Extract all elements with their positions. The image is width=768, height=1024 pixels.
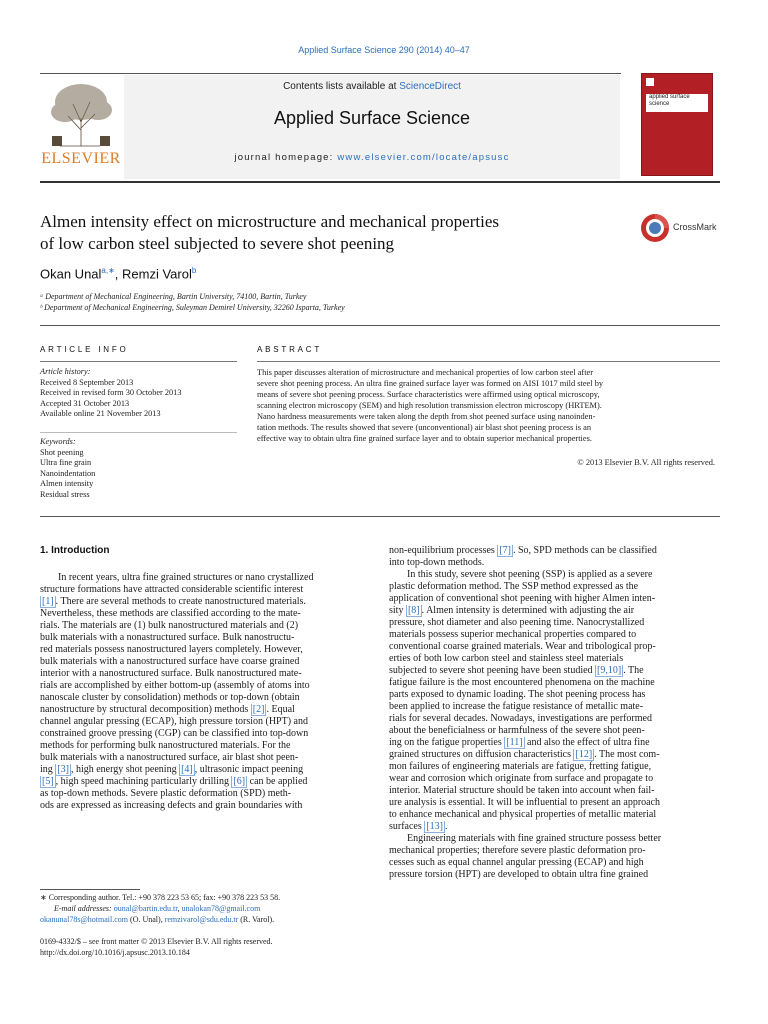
homepage-link[interactable]: www.elsevier.com/locate/apsusc	[337, 152, 510, 163]
abstract-line: scanning electron microscopy (SEM) and high resolution transmission electron microscopy (HRTEM).	[257, 401, 602, 410]
body-line	[40, 800, 365, 812]
body-line	[40, 776, 365, 788]
body-line	[389, 581, 715, 593]
affiliation-a: ᵃ Department of Mechanical Engineering, Bartin University, 74100, Bartin, Turkey	[40, 292, 307, 301]
abstract-line: effective way to obtain ultra fine grained surface layer and to obtain superior mechanical properties.	[257, 434, 592, 443]
body-line	[389, 617, 715, 629]
header-bottom-rule	[40, 181, 720, 183]
body-line	[389, 869, 715, 881]
body-text: ure analysis is essential. It will be influential to present an approach	[389, 797, 661, 808]
abstract-line: severe shot peening process. An ultra fine grained surface layer was formed on AISI 1017 mild steel by	[257, 379, 604, 388]
email-link[interactable]: remzivarol@sdu.edu.tr	[164, 915, 239, 924]
body-line	[389, 593, 715, 605]
abstract-bottom-rule	[40, 516, 720, 517]
body-text: bulk materials with a nanostructured surface, air blast shot peen-	[40, 752, 299, 763]
body-line	[40, 788, 365, 800]
keywords-rule	[40, 432, 237, 433]
email-owner: (R. Varol).	[238, 915, 275, 924]
body-text: and also the effect of ultra fine	[524, 737, 650, 748]
header-top-rule	[40, 73, 621, 74]
body-text: been applied to increase the fatigue resistance of metallic mate-	[389, 701, 644, 712]
keyword: Nanoindentation	[40, 468, 96, 478]
body-line	[40, 680, 365, 692]
body-text: .	[444, 821, 448, 832]
paper-title	[40, 211, 620, 255]
body-line	[40, 644, 365, 656]
body-text: conventional coarse grained materials. Wear and tribological prop-	[389, 641, 656, 652]
abstract-line: This paper discusses alteration of microstructure and mechanical properties of low carbon steel after	[257, 368, 594, 377]
keyword: Ultra fine grain	[40, 458, 92, 467]
body-text: subjected to severe shot peening have been studied	[389, 665, 596, 676]
body-text: channel angular pressing (ECAP), high pressure torsion (HPT) and	[40, 716, 308, 727]
abstract-rule	[257, 361, 720, 362]
email-link[interactable]: ounal@bartin.edu.tr	[113, 904, 178, 913]
body-line	[389, 845, 715, 857]
body-line	[389, 713, 715, 725]
body-text: non-equilibrium processes	[389, 545, 498, 556]
reference-link[interactable]: [9,10]	[597, 665, 622, 676]
author-name[interactable]: Okan Unal	[40, 266, 102, 282]
body-text: pressure, shot diameter and also peening time. Nanocrystallized	[389, 617, 645, 628]
article-info-rule	[40, 361, 237, 362]
article-info-heading: ARTICLE INFO	[40, 345, 129, 354]
body-text: parts exposed to dynamic loading. The shot peening process has	[389, 689, 646, 700]
body-text: Nevertheless, these methods are classified according to the mate-	[40, 608, 301, 619]
body-text: bulk materials with a nanostructured surface have coarse grained	[40, 656, 300, 667]
keyword: Residual stress	[40, 489, 90, 499]
body-line	[389, 857, 715, 869]
contents-prefix: Contents lists available at	[283, 81, 400, 92]
body-text: can be applied	[247, 776, 308, 787]
body-line	[389, 821, 715, 833]
crossmark-label: CrossMark	[673, 222, 717, 232]
affiliation-rule	[40, 325, 720, 326]
cover-logo-icon	[646, 78, 654, 86]
reference-link[interactable]: [12]	[575, 749, 593, 760]
paper-title-line-1: Almen intensity effect on microstructure and mechanical properties	[40, 212, 499, 231]
reference-link[interactable]: [6]	[233, 776, 246, 787]
body-line	[40, 740, 365, 752]
contents-availability	[124, 81, 620, 92]
author-separator: ,	[114, 266, 123, 282]
body-text: rials for several decades. Nowadays, investigations are performed	[389, 713, 652, 724]
author-marks[interactable]: a,∗	[101, 266, 115, 275]
author-list	[40, 266, 196, 281]
body-line	[40, 716, 365, 728]
body-text: ods are expressed as increasing defects and grain boundaries with	[40, 800, 303, 811]
journal-citation[interactable]: Applied Surface Science 290 (2014) 40–47	[298, 45, 470, 55]
body-line	[389, 749, 715, 761]
keywords-label: Keywords:	[40, 437, 76, 446]
section-heading-introduction: 1. Introduction	[40, 545, 110, 556]
reference-link[interactable]: [5]	[42, 776, 54, 787]
body-line	[389, 737, 715, 749]
body-line	[40, 692, 365, 704]
body-line	[389, 689, 715, 701]
body-text: nanostructure by structural decomposition) methods	[40, 704, 251, 715]
body-text: mechanical properties; therefore severe plastic deformation pro-	[389, 845, 646, 856]
body-text: cesses such as equal channel angular pressing (ECAP) and high	[389, 857, 644, 868]
email-link[interactable]: okanunal78s@hotmail.com	[40, 915, 129, 924]
body-text: constrained groove pressing (CGP) can be classified into top-down	[40, 728, 309, 739]
right-text-column	[389, 545, 715, 881]
body-line	[389, 785, 715, 797]
body-text: methods for performing bulk nanostructured materials. For the	[40, 740, 291, 751]
body-line	[389, 569, 715, 581]
body-line	[389, 797, 715, 809]
body-text: rials are accomplished by either bottom-up (assembly of atoms into	[40, 680, 310, 691]
body-text: sity	[389, 605, 406, 616]
body-line	[389, 677, 715, 689]
elsevier-wordmark: ELSEVIER	[41, 150, 121, 167]
body-line	[389, 665, 715, 677]
body-line	[389, 761, 715, 773]
body-text: structure formations have attracted considerable scientific interest	[40, 584, 304, 595]
body-line	[389, 629, 715, 641]
body-text: , high energy shot peening	[70, 764, 180, 775]
body-line	[389, 605, 715, 617]
abstract-line: means of severe shot peening process. Surface characteristics were affirmed using optical microscopy,	[257, 390, 600, 399]
abstract-copyright: © 2013 Elsevier B.V. All rights reserved.	[577, 458, 715, 467]
affiliation-b: ᵇ Department of Mechanical Engineering, Suleyman Demirel University, 32260 Isparta, Turkey	[40, 303, 345, 312]
body-text: grained structures on diffusion characteristics	[389, 749, 574, 760]
abstract-body	[257, 367, 715, 444]
doi-link[interactable]: http://dx.doi.org/10.1016/j.apsusc.2013.10.184	[40, 948, 190, 957]
reference-link[interactable]: [3]	[57, 764, 69, 775]
author-name[interactable]: Remzi Varol	[122, 266, 192, 282]
body-line	[40, 596, 365, 608]
body-text: . There are several methods to create nanostructured materials.	[55, 596, 306, 607]
body-line	[389, 653, 715, 665]
crossmark-badge[interactable]	[640, 213, 730, 245]
body-text: application of conventional shot peening with higher Almen inten-	[389, 593, 656, 604]
keywords-block	[40, 437, 237, 500]
abstract-line: Nano hardness measurements were taken along the depth from shot peened surface using nanoinden-	[257, 412, 596, 421]
body-text: wear and corrosion which originate from surface and propagate to	[389, 773, 654, 784]
reference-link[interactable]: [8]	[407, 605, 420, 616]
abstract-heading: ABSTRACT	[257, 345, 323, 354]
body-text: Engineering materials with fine grained structure possess better	[407, 833, 662, 844]
journal-cover-thumbnail[interactable]	[641, 73, 713, 176]
body-line	[40, 632, 365, 644]
body-line	[389, 725, 715, 737]
crossmark-icon	[640, 213, 670, 243]
sciencedirect-link[interactable]: ScienceDirect	[399, 81, 461, 92]
body-line	[40, 668, 365, 680]
body-text: interior with a nanostructured surface. Bulk nanostructured mate-	[40, 668, 302, 679]
body-text: , high speed machining particularly drilling	[55, 776, 232, 787]
issn-line: 0169-4332/$ – see front matter © 2013 Elsevier B.V. All rights reserved.	[40, 937, 273, 946]
body-line	[389, 833, 715, 845]
reference-link[interactable]: [2]	[252, 704, 265, 715]
journal-title: Applied Surface Science	[273, 108, 471, 128]
author-marks[interactable]: b	[191, 266, 197, 275]
body-text: bulk materials with a nonastructured surface. Bulk nanostructu-	[40, 632, 295, 643]
reference-link[interactable]: [11]	[506, 737, 523, 748]
history-item: Available online 21 November 2013	[40, 409, 161, 418]
body-line	[40, 584, 365, 596]
body-text: ing on the fatigue properties	[389, 737, 505, 748]
body-line	[40, 620, 365, 632]
email-link[interactable]: unalokan78@gmail.com	[181, 904, 261, 913]
body-text: pressure torsion (HPT) are developed to obtain ultra fine grained	[389, 869, 649, 880]
body-text: red materials possess nanostructured layers completely. However,	[40, 644, 303, 655]
history-item: Received 8 September 2013	[40, 377, 134, 387]
history-label: Article history:	[40, 367, 91, 376]
body-text: as top-down methods. Severe plastic deformation (SPD) meth-	[40, 788, 292, 799]
body-line	[40, 608, 365, 620]
body-text: materials possess superior mechanical properties compared to	[389, 629, 637, 640]
body-line	[389, 701, 715, 713]
body-text: . Equal	[266, 704, 295, 715]
body-text: In recent years, ultra fine grained structures or nano crystallized	[58, 572, 314, 583]
body-line	[389, 557, 715, 569]
body-text: about the beneficialness or harmfulness of the severe shot peen-	[389, 725, 645, 736]
body-text: rials. The materials are (1) bulk nanostructured materials and (2)	[40, 620, 299, 631]
email-label: E-mail addresses:	[54, 904, 114, 913]
reference-link[interactable]: [13]	[426, 821, 443, 832]
body-line	[389, 641, 715, 653]
body-text: nanoscale cluster by consolidation) methods or top-down (obtain	[40, 692, 300, 703]
body-text: . So, SPD methods can be classified	[512, 545, 657, 556]
reference-link[interactable]: [1]	[42, 596, 54, 607]
body-line	[40, 572, 365, 584]
footnote-rule	[40, 889, 140, 890]
journal-homepage	[124, 152, 620, 163]
body-text: . Almen intensity is determined with adjusting the air	[421, 605, 635, 616]
body-line	[40, 752, 365, 764]
email-addresses	[40, 904, 370, 914]
body-text: , ultrasonic impact peening	[194, 764, 304, 775]
history-item: Accepted 31 October 2013	[40, 398, 130, 408]
cover-title: applied surface science	[646, 94, 708, 112]
body-text: . The	[623, 665, 644, 676]
body-text: erties of both low carbon steel and stainless steel materials	[389, 653, 624, 664]
body-text: into top-down methods.	[389, 557, 485, 568]
body-text: fatigue failure is the most encountered phenomena on the machine	[389, 677, 655, 688]
body-text: mon failures of engineering materials are fatigue, fretting fatigue,	[389, 761, 652, 772]
keyword: Almen intensity	[40, 479, 94, 488]
email-separator: ,	[177, 904, 182, 913]
body-text: plastic deformation method. The SSP method expressed as the	[389, 581, 639, 592]
body-line	[389, 773, 715, 785]
article-history	[40, 367, 237, 420]
body-line	[389, 545, 715, 557]
body-text: to enhance mechanical and physical properties of metallic material	[389, 809, 657, 820]
reference-link[interactable]: [7]	[499, 545, 511, 556]
homepage-prefix: journal homepage:	[234, 152, 338, 163]
left-text-column	[40, 572, 365, 812]
body-text: surfaces	[389, 821, 425, 832]
body-line	[40, 656, 365, 668]
body-text: interior. Material structure should be taken into account when fail-	[389, 785, 655, 796]
body-line	[40, 704, 365, 716]
body-text: In this study, severe shot peening (SSP) is applied as a severe	[407, 569, 653, 580]
abstract-line: tation methods. The results showed that severe (unconventional) air blast shot peening process is an	[257, 423, 592, 432]
body-line	[389, 809, 715, 821]
corresponding-author-note: ∗ Corresponding author. Tel.: +90 378 223 53 65; fax: +90 378 223 53 58.	[40, 893, 281, 902]
reference-link[interactable]: [4]	[181, 764, 193, 775]
email-owner: (O. Unal),	[128, 915, 165, 924]
body-line	[40, 764, 365, 776]
body-text: ing	[40, 764, 56, 775]
body-line	[40, 728, 365, 740]
keyword: Shot peening	[40, 447, 84, 457]
history-item: Received in revised form 30 October 2013	[40, 388, 182, 397]
paper-title-line-2: of low carbon steel subjected to severe shot peening	[40, 234, 395, 253]
body-text: . The most com-	[594, 749, 660, 760]
email-addresses-cont	[40, 915, 370, 925]
